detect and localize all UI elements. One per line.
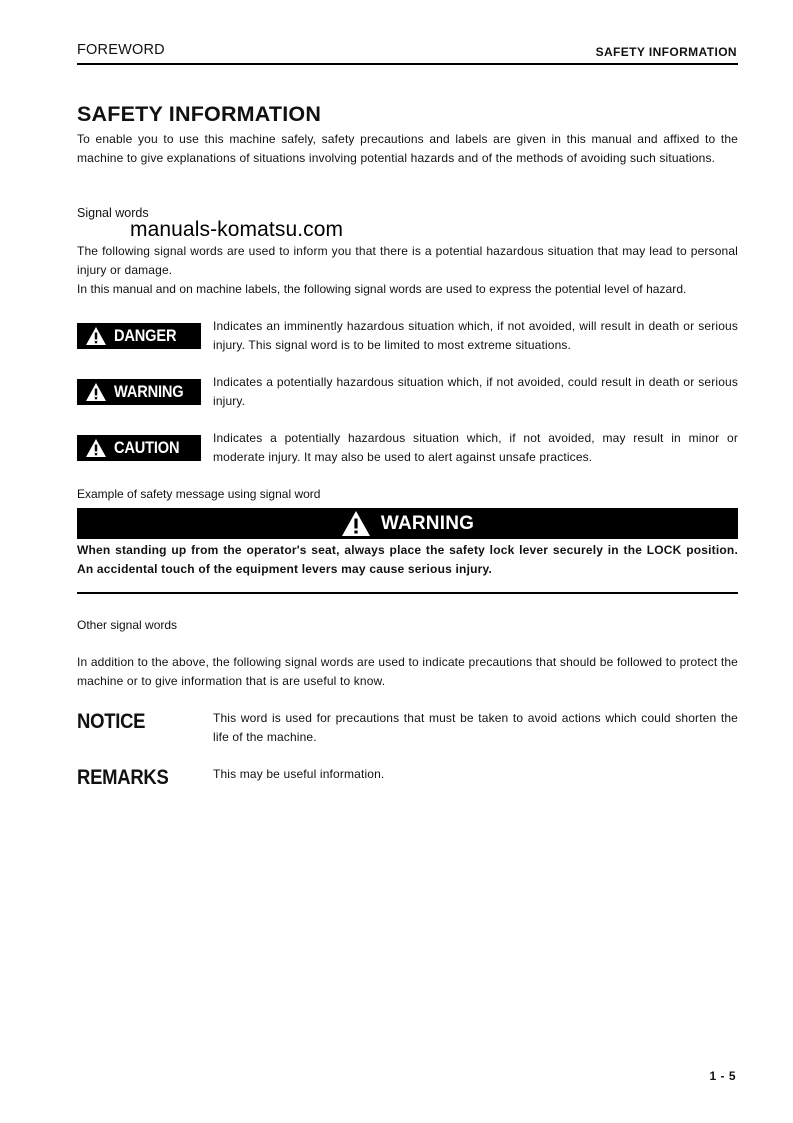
warning-description: Indicates a potentially hazardous situation which, if not avoided, could result in death or serious injury. — [213, 375, 738, 408]
danger-label-text: DANGER — [114, 326, 177, 345]
example-warning-message: When standing up from the operator's seat, always place the safety lock lever securely in the LOCK position. An accidental touch of the equipment levers may cause serious injury. — [77, 543, 738, 576]
remarks-description: This may be useful information. — [213, 767, 385, 781]
other-signal-words-paragraph: In addition to the above, the following signal words are used to indicate precautions that should be followed to protect the machine or to give information that is are useful to know. — [77, 655, 738, 688]
warning-triangle-icon — [85, 438, 107, 458]
remarks-word: REMARKS — [77, 766, 169, 789]
warning-triangle-icon — [85, 382, 107, 402]
header-section-title: FOREWORD — [77, 42, 165, 58]
warning-label-text: WARNING — [114, 382, 184, 401]
signal-words-paragraph-2: In this manual and on machine labels, the following signal words are used to express the potential level of hazard. — [77, 282, 687, 296]
example-warning-banner-text: WARNING — [380, 512, 475, 534]
other-signal-words-heading: Other signal words — [77, 618, 178, 632]
caution-label — [77, 435, 201, 461]
header-rule — [77, 63, 738, 65]
example-bottom-rule — [77, 592, 738, 594]
warning-label — [77, 379, 201, 405]
caution-label-text: CAUTION — [114, 438, 180, 457]
example-warning-banner — [77, 508, 738, 539]
notice-word: NOTICE — [77, 710, 146, 733]
danger-label — [77, 323, 201, 349]
warning-triangle-icon — [85, 326, 107, 346]
watermark: manuals-komatsu.com — [130, 218, 344, 241]
intro-paragraph: To enable you to use this machine safely, safety precautions and labels are given in this manual and affixed to the machine to give explanations of situations involving potential hazards and of the methods of avoiding such situations. — [77, 132, 738, 165]
caution-description: Indicates a potentially hazardous situation which, if not avoided, may result in minor or moderate injury. It may also be used to alert against unsafe practices. — [213, 431, 738, 464]
signal-words-heading: Signal words — [77, 206, 149, 220]
header-chapter-title: SAFETY INFORMATION — [595, 45, 737, 59]
danger-description: Indicates an imminently hazardous situation which, if not avoided, will result in death or serious injury. This signal word is to be limited to most extreme situations. — [213, 319, 738, 352]
page-number: 1 - 5 — [709, 1069, 736, 1083]
signal-words-paragraph-1: The following signal words are used to inform you that there is a potential hazardous situation that may lead to personal injury or damage. — [77, 244, 738, 277]
page-title: SAFETY INFORMATION — [77, 102, 322, 126]
warning-triangle-icon — [341, 510, 371, 537]
example-caption: Example of safety message using signal word — [77, 487, 321, 501]
notice-description: This word is used for precautions that must be taken to avoid actions which could shorten the life of the machine. — [213, 711, 738, 744]
